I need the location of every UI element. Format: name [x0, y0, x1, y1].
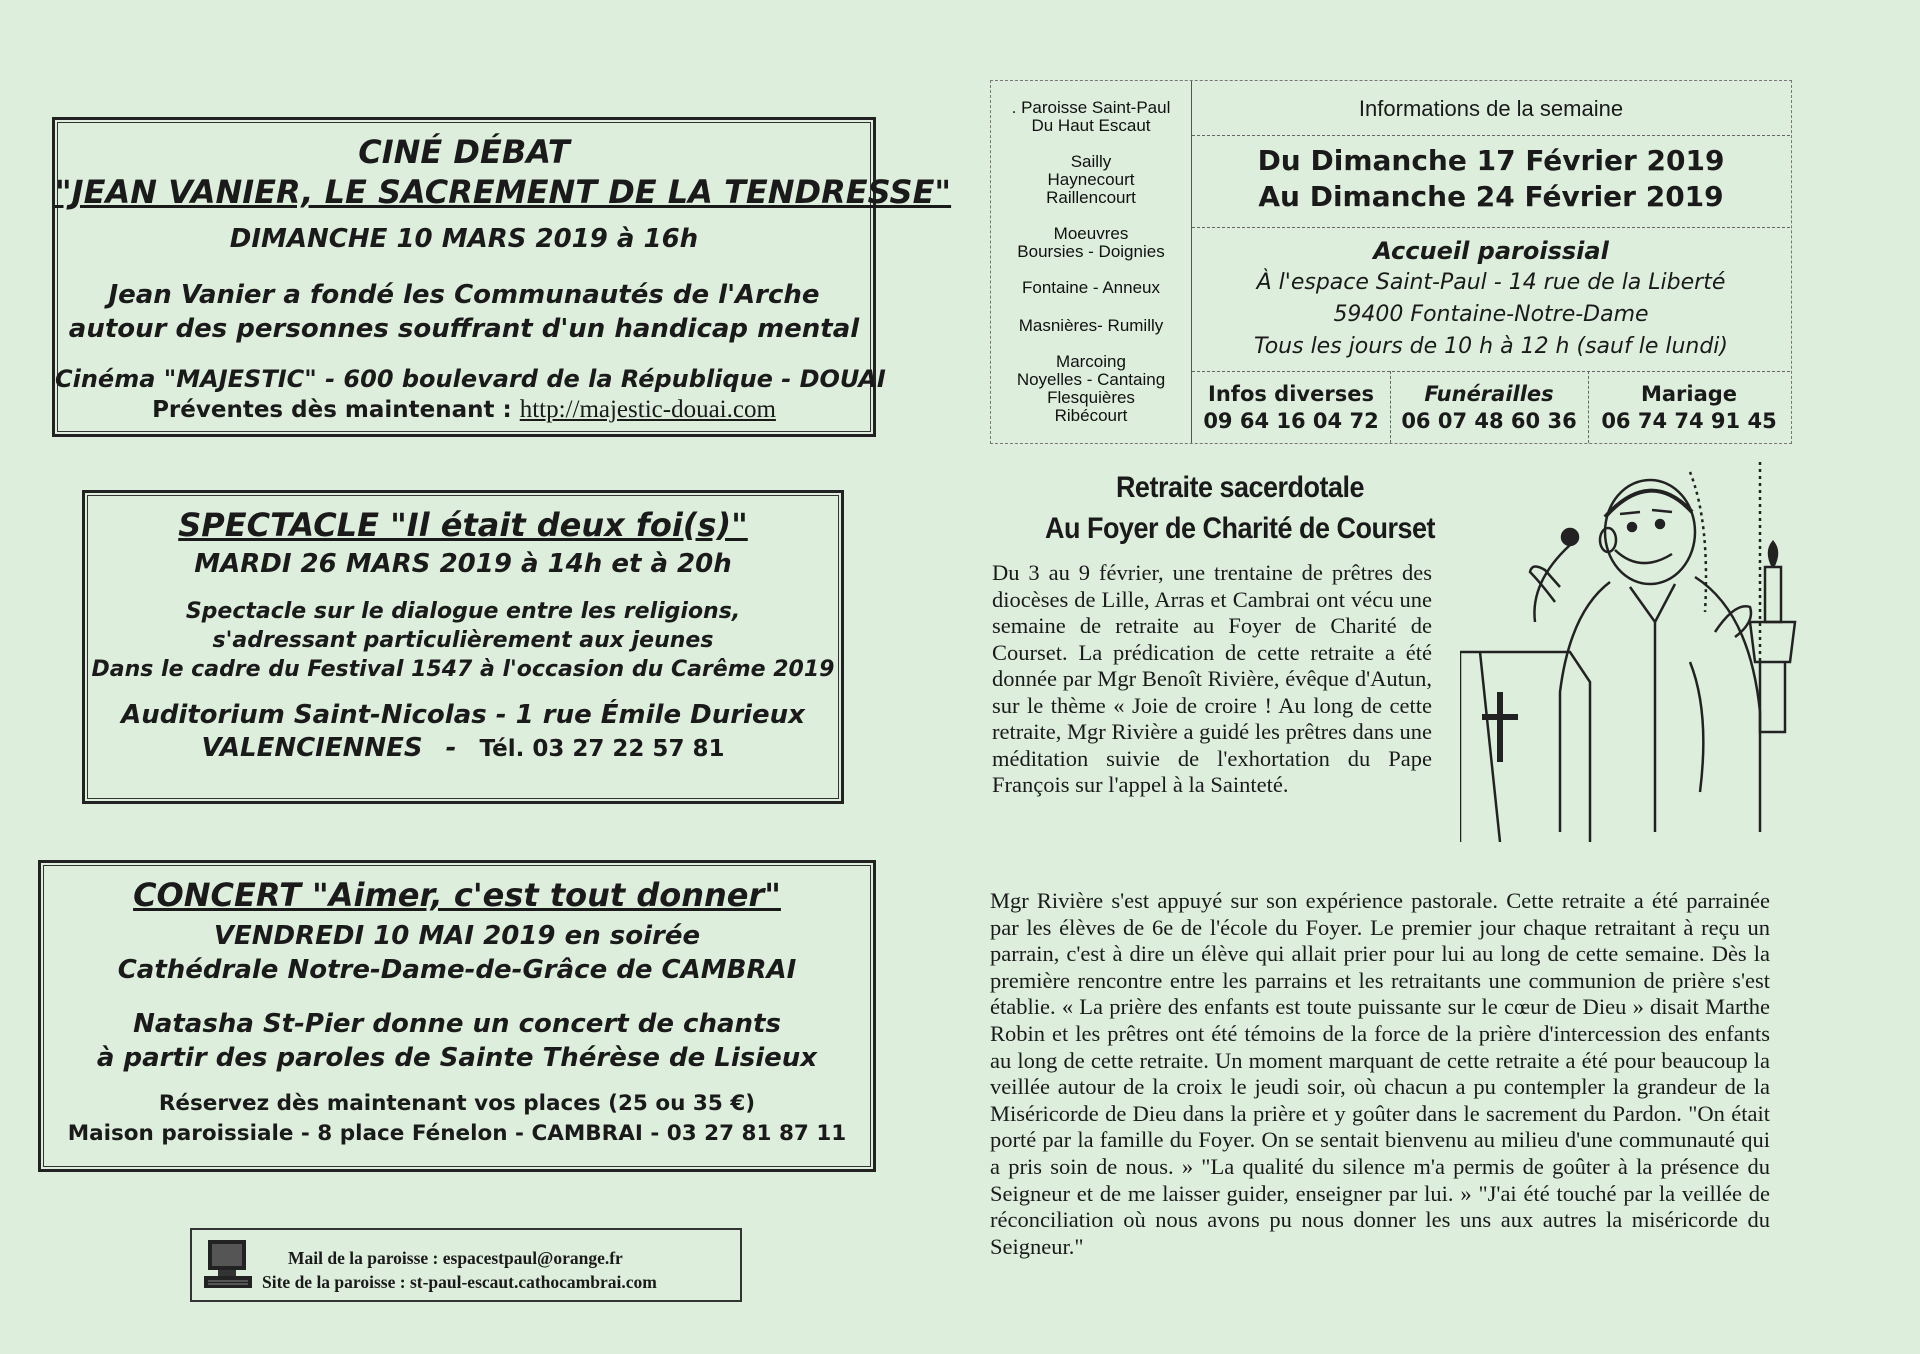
info-header: Informations de la semaine	[1358, 96, 1624, 121]
accueil-line-1: À l'espace Saint-Paul - 14 rue de la Liberté	[1256, 270, 1726, 295]
concert-address: Maison paroissiale - 8 place Fénelon - CAMBRAI - 03 27 81 87 11	[67, 1121, 847, 1146]
contact-label: Mariage	[1640, 382, 1738, 406]
contact-phone: 06 07 48 60 36	[1401, 409, 1577, 433]
article-title-1: Retraite sacerdotale	[1115, 471, 1365, 504]
spectacle-sep: -	[445, 733, 457, 763]
accueil-line-2: 59400 Fontaine-Notre-Dame	[1333, 302, 1649, 327]
info-right-panel	[1191, 81, 1790, 443]
computer-icon	[202, 1236, 254, 1292]
cine-presale-link[interactable]: http://majestic-douai.com	[519, 396, 776, 423]
village: Moeuvres	[1053, 224, 1129, 243]
accueil-title: Accueil paroissial	[1373, 237, 1609, 265]
parish-contact-box	[190, 1228, 742, 1302]
contact-infos	[1192, 381, 1390, 435]
cine-debat-box	[52, 117, 952, 437]
date-to: Au Dimanche 24 Février 2019	[1258, 180, 1724, 213]
spectacle-city: VALENCIENNES	[201, 733, 423, 763]
village: Flesquières	[1047, 388, 1135, 407]
concert-booking: Réservez dès maintenant vos places (25 ou 35 €)	[158, 1091, 756, 1116]
spectacle-place: Auditorium Saint-Nicolas - 1 rue Émile Durieux	[121, 700, 805, 730]
parish-list	[991, 81, 1191, 443]
village: Masnières- Rumilly	[1018, 316, 1164, 335]
spectacle-tel: Tél. 03 27 22 57 81	[479, 736, 725, 762]
concert-place: Cathédrale Notre-Dame-de-Grâce de CAMBRAI	[117, 955, 797, 985]
village: Noyelles - Cantaing	[1016, 370, 1166, 389]
cine-place: Cinéma "MAJESTIC" - 600 boulevard de la République - DOUAI	[55, 365, 886, 393]
cine-title: CINÉ DÉBAT	[358, 133, 570, 171]
article-paragraph-1: Du 3 au 9 février, une trentaine de prêtres des diocèses de Lille, Arras et Cambrai ont vécu une semaine de retraite au Foyer de Charité de Courset. La prédication de cette retraite a été donnée par Mgr Benoît Rivière, évêque d'Autun, sur le thème « Joie de croire ! Au long de cette retraite, Mgr Rivière a guidé les prêtres dans une méditation suivie de l'exhortation du Pape François sur l'appel à la Sainteté.	[992, 560, 1432, 797]
contact-phone: 06 74 74 91 45	[1601, 409, 1777, 433]
priest-illustration	[1460, 462, 1800, 842]
contact-funerailles	[1390, 381, 1588, 435]
contact-label: Funérailles	[1424, 382, 1554, 406]
spectacle-title: SPECTACLE "Il était deux foi(s)"	[178, 506, 748, 544]
concert-desc-2: à partir des paroles de Sainte Thérèse de Lisieux	[96, 1043, 818, 1073]
village: Fontaine - Anneux	[1022, 278, 1160, 297]
cine-desc-2: autour des personnes souffrant d'un handicap mental	[68, 314, 860, 344]
cine-desc-1: Jean Vanier a fondé les Communautés de l'Arche	[108, 280, 820, 310]
village: Haynecourt	[1047, 170, 1135, 189]
spectacle-desc-3: Dans le cadre du Festival 1547 à l'occasion du Carême 2019	[91, 657, 835, 682]
date-from: Du Dimanche 17 Février 2019	[1257, 144, 1725, 177]
parish-name-2: Du Haut Escaut	[1031, 116, 1151, 135]
accueil-line-3: Tous les jours de 10 h à 12 h (sauf le lundi)	[1253, 334, 1729, 359]
concert-title: CONCERT "Aimer, c'est tout donner"	[133, 876, 781, 914]
spectacle-desc-1: Spectacle sur le dialogue entre les religions,	[185, 599, 741, 624]
village: Raillencourt	[1046, 188, 1136, 207]
village: Boursies - Doignies	[1017, 242, 1165, 261]
cine-subtitle: "JEAN VANIER, LE SACREMENT DE LA TENDRESSE"	[55, 173, 952, 211]
parish-website[interactable]: Site de la paroisse : st-paul-escaut.cathocambrai.com	[262, 1272, 657, 1292]
parish-email[interactable]: Mail de la paroisse : espacestpaul@orange.fr	[288, 1248, 623, 1268]
spectacle-date: MARDI 26 MARS 2019 à 14h et à 20h	[194, 549, 732, 579]
concert-desc-1: Natasha St-Pier donne un concert de chants	[133, 1009, 781, 1039]
cine-presale-label: Préventes dès maintenant :	[152, 397, 512, 423]
village: Sailly	[1070, 152, 1112, 171]
village: Marcoing	[1056, 352, 1126, 371]
village: Ribécourt	[1054, 406, 1128, 425]
spectacle-desc-2: s'adressant particulièrement aux jeunes	[212, 628, 714, 653]
contact-mariage	[1588, 381, 1790, 435]
article-title-2: Au Foyer de Charité de Courset	[1044, 512, 1436, 545]
concert-box	[38, 860, 876, 1172]
weekly-info-table	[990, 80, 1792, 444]
spectacle-box	[82, 490, 844, 804]
contact-phone: 09 64 16 04 72	[1203, 409, 1379, 433]
parish-name-1: . Paroisse Saint-Paul	[1011, 98, 1171, 117]
cine-date: DIMANCHE 10 MARS 2019 à 16h	[229, 224, 699, 254]
concert-date: VENDREDI 10 MAI 2019 en soirée	[213, 921, 701, 951]
article-paragraph-2: Mgr Rivière s'est appuyé sur son expérience pastorale. Cette retraite a été parrainée par les élèves de 6e de l'école du Foyer. Le premier jour chaque retraitant à reçu un parrain, c'est à dire un élève qui allait prier pour lui au long de cette semaine. Dès la première rencontre entre les parrains et les retraitants une communion de prière s'est établie. « La prière des enfants est toute puissante sur le cœur de Dieu » disait Marthe Robin et les prêtres ont été témoins de la force de la prière d'intercession des enfants au long de cette retraite. Un moment marquant de cette retraite a été pour beaucoup la veillée autour de la croix le jeudi soir, où chacun a pu contempler la grandeur de la Miséricorde de Dieu dans la prière et y goûter dans le sacrement du Pardon. "On était porté par la famille du Foyer. On se sentait bienvenu au milieu d'une communauté qui a pris soin de nous. » "La qualité du silence m'a permis de goûter à la présence du Seigneur et de me laisser guider, enseigner par lui. » "J'ai été touché par la veillée de réconciliation où nous avons pu nous donner les uns aux autres la miséricorde du Seigneur."	[990, 888, 1770, 1259]
article-title	[1000, 467, 1480, 549]
contact-label: Infos diverses	[1208, 382, 1374, 406]
